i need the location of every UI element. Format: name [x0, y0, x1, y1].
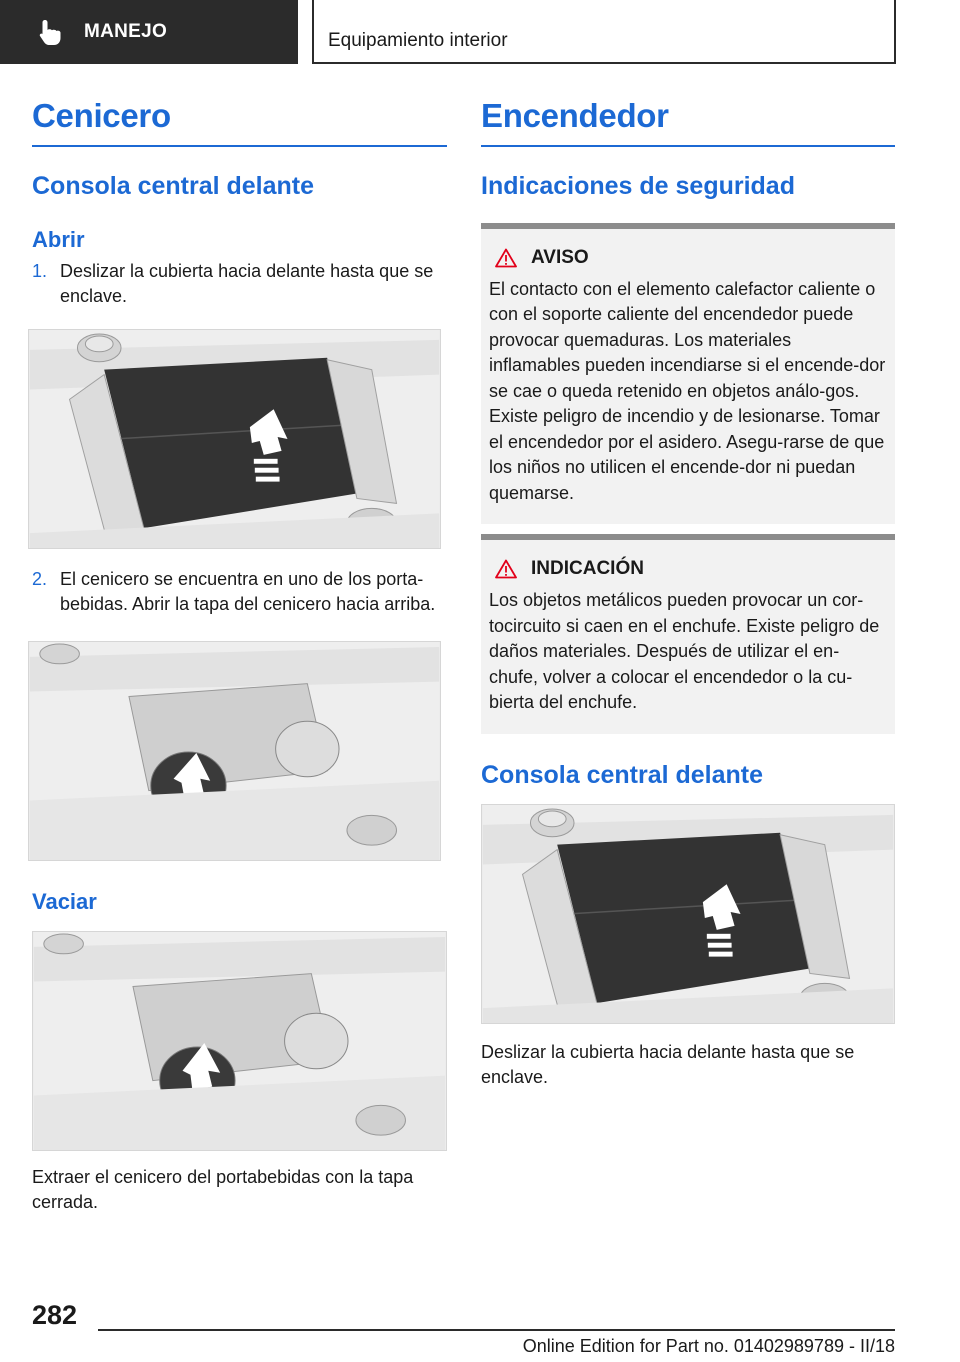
- edition-info: Online Edition for Part no. 01402989789 - II/18: [522, 1336, 895, 1356]
- step-text: Deslizar la cubierta hacia delante hasta que se enclave.: [60, 260, 434, 306]
- header-section-tab: [0, 0, 298, 64]
- hand-pointer-icon: [36, 17, 66, 47]
- left-column: [32, 96, 447, 1215]
- ashtray-cupholder-illustration: [28, 641, 441, 861]
- empty-heading: Vaciar: [32, 888, 97, 914]
- console-caption: Deslizar la cubierta hacia delante hasta que se enclave.: [481, 1041, 855, 1087]
- footer-divider: [98, 1329, 895, 1331]
- console-cover-illustration: [28, 329, 441, 549]
- step-item: [32, 567, 447, 617]
- safety-subtitle: Indicaciones de seguridad: [481, 171, 795, 200]
- notice-text: Los objetos metálicos pueden provocar un cor-tocircuito si caen en el enchufe. Existe peligro de daños materiales. Después de utilizar el en-chufe, volver a colocar el encendedor o la cu-bierta del enchufe.: [489, 590, 880, 713]
- warning-triangle-icon: [495, 248, 517, 268]
- console-heading: Consola central delante: [481, 760, 764, 789]
- warning-box: [481, 223, 895, 525]
- notice-title: INDICACIÓN: [531, 558, 644, 580]
- ashtray-title: Cenicero: [32, 96, 447, 147]
- header-section-label: MANEJO: [84, 21, 168, 42]
- warning-text: El contacto con el elemento calefactor caliente o con el soporte caliente del encendedor puede provocar quemaduras. Los materiales inflamables pueden incendiarse si el encende-dor se cae o queda retenido en objetos análo-gos. Existe peligro de incendio y de lesionarse. Tomar el encendedor por el asidero. Asegu-rarse de que los niños no utilicen el encende-dor ni puedan quemarse.: [489, 278, 886, 503]
- step-number: 1.: [32, 260, 48, 281]
- warning-title: AVISO: [531, 246, 589, 268]
- open-heading: Abrir: [32, 226, 85, 252]
- header-subsection-label: Equipamiento interior: [328, 30, 508, 51]
- step-number: 2.: [32, 568, 48, 589]
- warning-triangle-icon: [495, 559, 517, 579]
- notice-box: [481, 534, 895, 734]
- step-item: [32, 259, 447, 309]
- lighter-title: Encendedor: [481, 96, 895, 147]
- ashtray-removal-illustration: [32, 931, 447, 1151]
- right-column: [481, 96, 895, 1090]
- ashtray-subtitle: Consola central delante: [32, 171, 315, 200]
- console-cover-illustration: [481, 804, 895, 1024]
- page-number: 282: [32, 1300, 78, 1330]
- step-text: El cenicero se encuentra en uno de los porta-bebidas. Abrir la tapa del cenicero hacia arriba.: [60, 568, 436, 614]
- empty-caption: Extraer el cenicero del portabebidas con la tapa cerrada.: [32, 1167, 414, 1213]
- header-subsection-tab: [312, 0, 896, 64]
